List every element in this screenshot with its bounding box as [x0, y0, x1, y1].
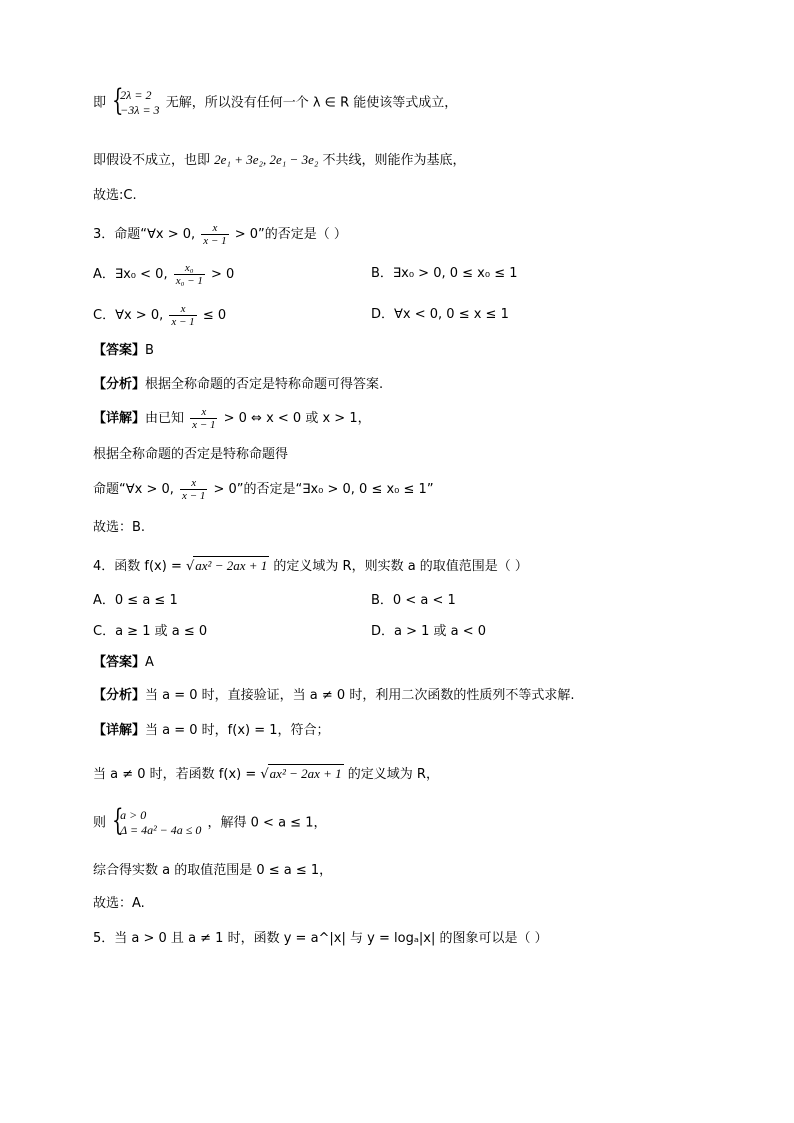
- q4-option-a: A．0 ≤ a ≤ 1: [93, 593, 178, 608]
- system-row-2: −3λ = 3: [120, 103, 160, 117]
- left-brace-icon: {: [112, 803, 124, 838]
- frac-num: x₀: [174, 262, 205, 275]
- answer-value: A: [145, 655, 154, 670]
- question-3-stem: [93, 222, 347, 247]
- q3-line-2: 根据全称命题的否定是特称命题得: [93, 447, 289, 462]
- answer-value: B: [145, 343, 154, 358]
- q3-choose: 故选：B.: [93, 520, 146, 535]
- q4-stem-post: 的定义域为 R，则实数 a 的取值范围是（ ）: [269, 559, 528, 574]
- detail-tag: 【详解】: [93, 723, 146, 738]
- q3-answer: [93, 342, 154, 360]
- opt-c-fraction: [169, 303, 196, 328]
- answer-tag: 【答案】: [93, 655, 146, 670]
- line3-post: ，解得 0 < a ≤ 1，: [207, 815, 327, 831]
- q4-option-c: C．a ≥ 1 或 a ≤ 0: [93, 624, 208, 639]
- question-5-stem: 5．当 a > 0 且 a ≠ 1 时，函数 y = a^|x| 与 y = logₐ|x| 的图象可以是（ ）: [93, 931, 548, 946]
- q3-option-a: [93, 262, 234, 287]
- detail-fraction: [190, 406, 217, 431]
- frac-den: x − 1: [192, 419, 216, 431]
- opt-a-post: > 0: [211, 267, 235, 282]
- q3-stem-post: > 0”的否定是（ ）: [234, 227, 347, 242]
- detail-text: 当 a = 0 时，f(x) = 1，符合；: [145, 723, 330, 738]
- detail-post: > 0 ⇔ x < 0 或 x > 1，: [223, 411, 371, 426]
- inequality-system: [112, 803, 202, 838]
- analysis-text: 当 a = 0 时，直接验证，当 a ≠ 0 时，利用二次函数的性质列不等式求解.: [145, 688, 575, 703]
- q4-analysis: [93, 687, 574, 705]
- opt-c-post: ≤ 0: [202, 308, 227, 323]
- system-row-2: Δ = 4a² − 4a ≤ 0: [120, 823, 202, 837]
- answer-tag: 【答案】: [93, 343, 146, 358]
- q4-answer: [93, 654, 154, 672]
- text-no-solution: 无解，所以没有任何一个 λ ∈ R 能使该等式成立，: [165, 95, 458, 111]
- q3-option-b: B．∃x₀ > 0, 0 ≤ x₀ ≤ 1: [371, 266, 518, 281]
- line2-post: 的定义域为 R，: [343, 767, 439, 782]
- analysis-tag: 【分析】: [93, 377, 146, 392]
- frac-num: x: [180, 477, 207, 490]
- system-row-1: 2λ = 2: [120, 88, 152, 102]
- line3-fraction: [180, 477, 207, 502]
- line2-sqrt-expr: ax² − 2ax + 1: [269, 766, 342, 781]
- equation-system: [112, 83, 160, 118]
- text-ji: 即: [93, 95, 107, 111]
- q4-line-4: 综合得实数 a 的取值范围是 0 ≤ a ≤ 1，: [93, 863, 333, 878]
- opt-a-pre: A．∃x₀ < 0,: [93, 267, 168, 282]
- question-4-stem: 4．函数 f(x) = √ax² − 2ax + 1 的定义域为 R，则实数 a 的取值范围是（ ）: [93, 558, 528, 574]
- opt-c-pre: C．∀x > 0,: [93, 308, 164, 323]
- choose-line-c: 故选:C.: [93, 188, 137, 203]
- frac-num: x: [190, 406, 217, 419]
- analysis-text: 根据全称命题的否定是特称命题可得答案.: [145, 377, 384, 392]
- q4-line-2: 当 a ≠ 0 时，若函数 f(x) = √ax² − 2ax + 1 的定义域为 R，: [93, 766, 439, 782]
- q3-line-3: [93, 477, 434, 502]
- frac-num: x: [169, 303, 196, 316]
- line3-pre: 则: [93, 815, 107, 831]
- q4-detail: [93, 722, 330, 740]
- line2-pre: 当 a ≠ 0 时，若函数 f(x) =: [93, 767, 261, 782]
- detail-pre: 由已知: [145, 411, 185, 426]
- opt-a-fraction: [174, 262, 205, 287]
- left-brace-icon: {: [112, 83, 124, 118]
- q4-stem-pre: 4．函数 f(x) =: [93, 559, 186, 574]
- q3-stem-pre: 3．命题“∀x > 0,: [93, 227, 196, 242]
- q4-option-b: B．0 < a < 1: [371, 593, 456, 608]
- analysis-tag: 【分析】: [93, 688, 146, 703]
- line3-post: > 0”的否定是“∃x₀ > 0, 0 ≤ x₀ ≤ 1”: [213, 482, 434, 497]
- text-basis: 不共线，则能作为基底，: [322, 153, 466, 168]
- solution-line-2: [93, 151, 466, 170]
- q3-stem-fraction: [201, 222, 228, 247]
- frac-den: x₀ − 1: [175, 275, 203, 287]
- system-row-1: a > 0: [120, 808, 147, 822]
- q3-analysis: [93, 376, 383, 394]
- frac-den: x − 1: [171, 316, 195, 328]
- detail-tag: 【详解】: [93, 411, 146, 426]
- vector-expression: 2e₁ + 3e₂, 2e₁ − 3e₂: [214, 152, 319, 167]
- frac-den: x − 1: [182, 490, 206, 502]
- q4-sqrt-expr: ax² − 2ax + 1: [195, 558, 268, 573]
- solution-line-1: [93, 83, 458, 118]
- frac-den: x − 1: [203, 235, 227, 247]
- q3-option-c: [93, 303, 226, 328]
- q4-option-d: D．a > 1 或 a < 0: [371, 624, 487, 639]
- q4-line-3: [93, 803, 327, 838]
- text-hypothesis: 即假设不成立，也即: [93, 153, 211, 168]
- q4-choose: 故选：A.: [93, 896, 145, 911]
- q3-detail: [93, 406, 371, 431]
- frac-num: x: [201, 222, 228, 235]
- q3-option-d: D．∀x < 0, 0 ≤ x ≤ 1: [371, 307, 509, 322]
- line3-pre: 命题“∀x > 0,: [93, 482, 174, 497]
